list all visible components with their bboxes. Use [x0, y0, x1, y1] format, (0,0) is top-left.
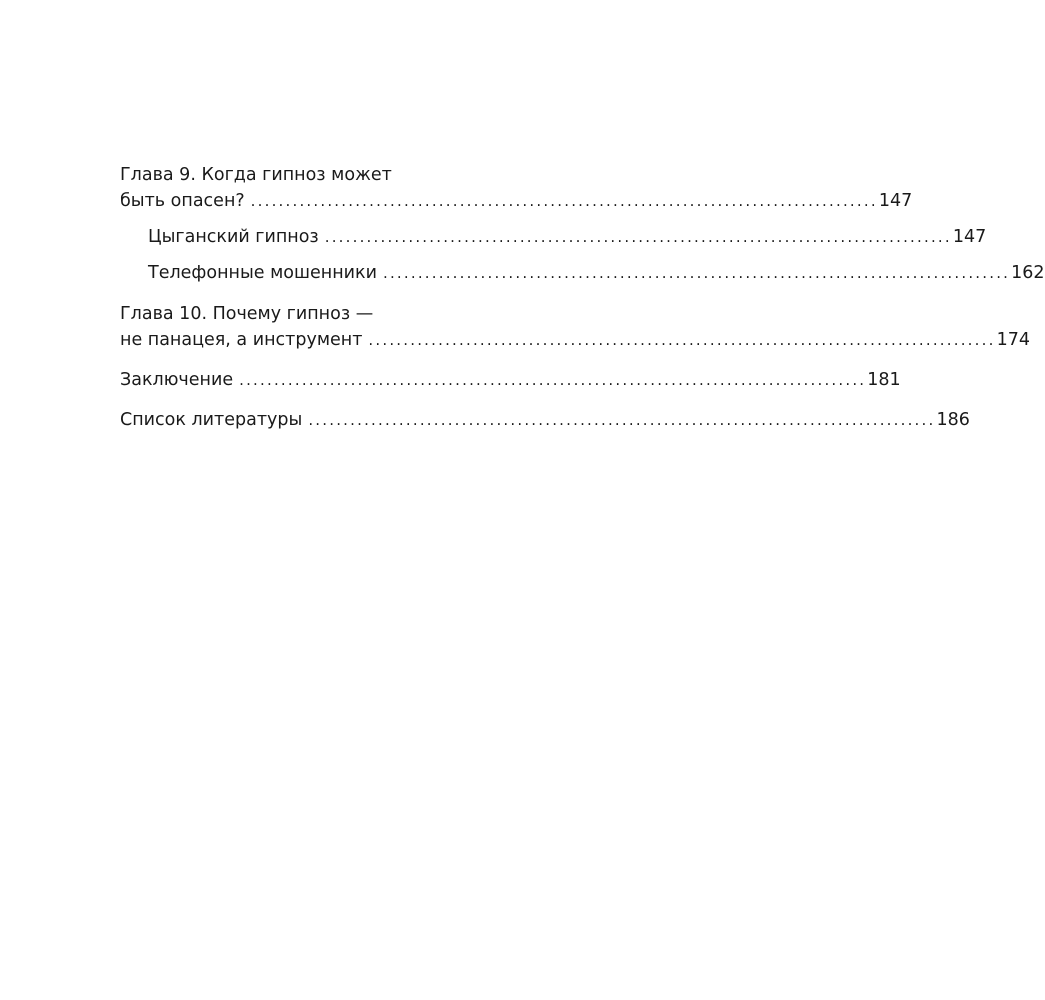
- toc-page-number: 174: [996, 330, 1030, 350]
- toc-entry-title: Глава 9. Когда гипноз может: [120, 165, 392, 185]
- toc-entry-title-line: [148, 260, 1045, 286]
- toc-page-number: 186: [936, 410, 970, 430]
- toc-page-number: 147: [952, 227, 987, 247]
- toc-entry-conclusion[interactable]: [120, 367, 901, 393]
- toc-entry-title-continued: быть опасен?: [120, 191, 245, 211]
- toc-page-number: 181: [867, 370, 901, 390]
- dot-leader: ..........................................................................................: [324, 228, 952, 246]
- dot-leader: ..........................................................................................: [308, 411, 936, 429]
- table-of-contents: [120, 162, 1045, 433]
- toc-entry-title-line: [148, 224, 987, 250]
- toc-entry-title: Цыганский гипноз: [148, 227, 319, 247]
- toc-entry-title: Телефонные мошенники: [148, 263, 377, 283]
- toc-entry-title: Список литературы: [120, 410, 303, 430]
- toc-entry-gypsy-hypnosis[interactable]: [120, 224, 987, 250]
- dot-leader: ..........................................................................................: [383, 264, 1011, 282]
- toc-page-number: 162: [1011, 263, 1045, 283]
- toc-entry-chapter-9[interactable]: [120, 162, 913, 214]
- toc-entry-title-line: [120, 327, 1030, 353]
- toc-entry-title-continued: не панацея, а инструмент: [120, 330, 363, 350]
- dot-leader: ..........................................................................................: [239, 371, 867, 389]
- toc-entry-title-line: [120, 301, 518, 327]
- toc-entry-title: Глава 10. Почему гипноз —: [120, 304, 374, 324]
- toc-entry-title-line: [120, 162, 518, 188]
- toc-entry-title: Заключение: [120, 370, 234, 390]
- dot-leader: ..........................................................................................: [368, 331, 996, 349]
- dot-leader: ..........................................................................................: [250, 192, 878, 210]
- toc-page-number: 147: [878, 191, 913, 211]
- toc-entry-title-line: [120, 188, 913, 214]
- toc-entry-title-line: [120, 367, 901, 393]
- toc-entry-title-line: [120, 407, 970, 433]
- toc-entry-bibliography[interactable]: [120, 407, 970, 433]
- toc-entry-phone-scammers[interactable]: [120, 260, 1045, 286]
- toc-entry-chapter-10[interactable]: [120, 301, 1030, 353]
